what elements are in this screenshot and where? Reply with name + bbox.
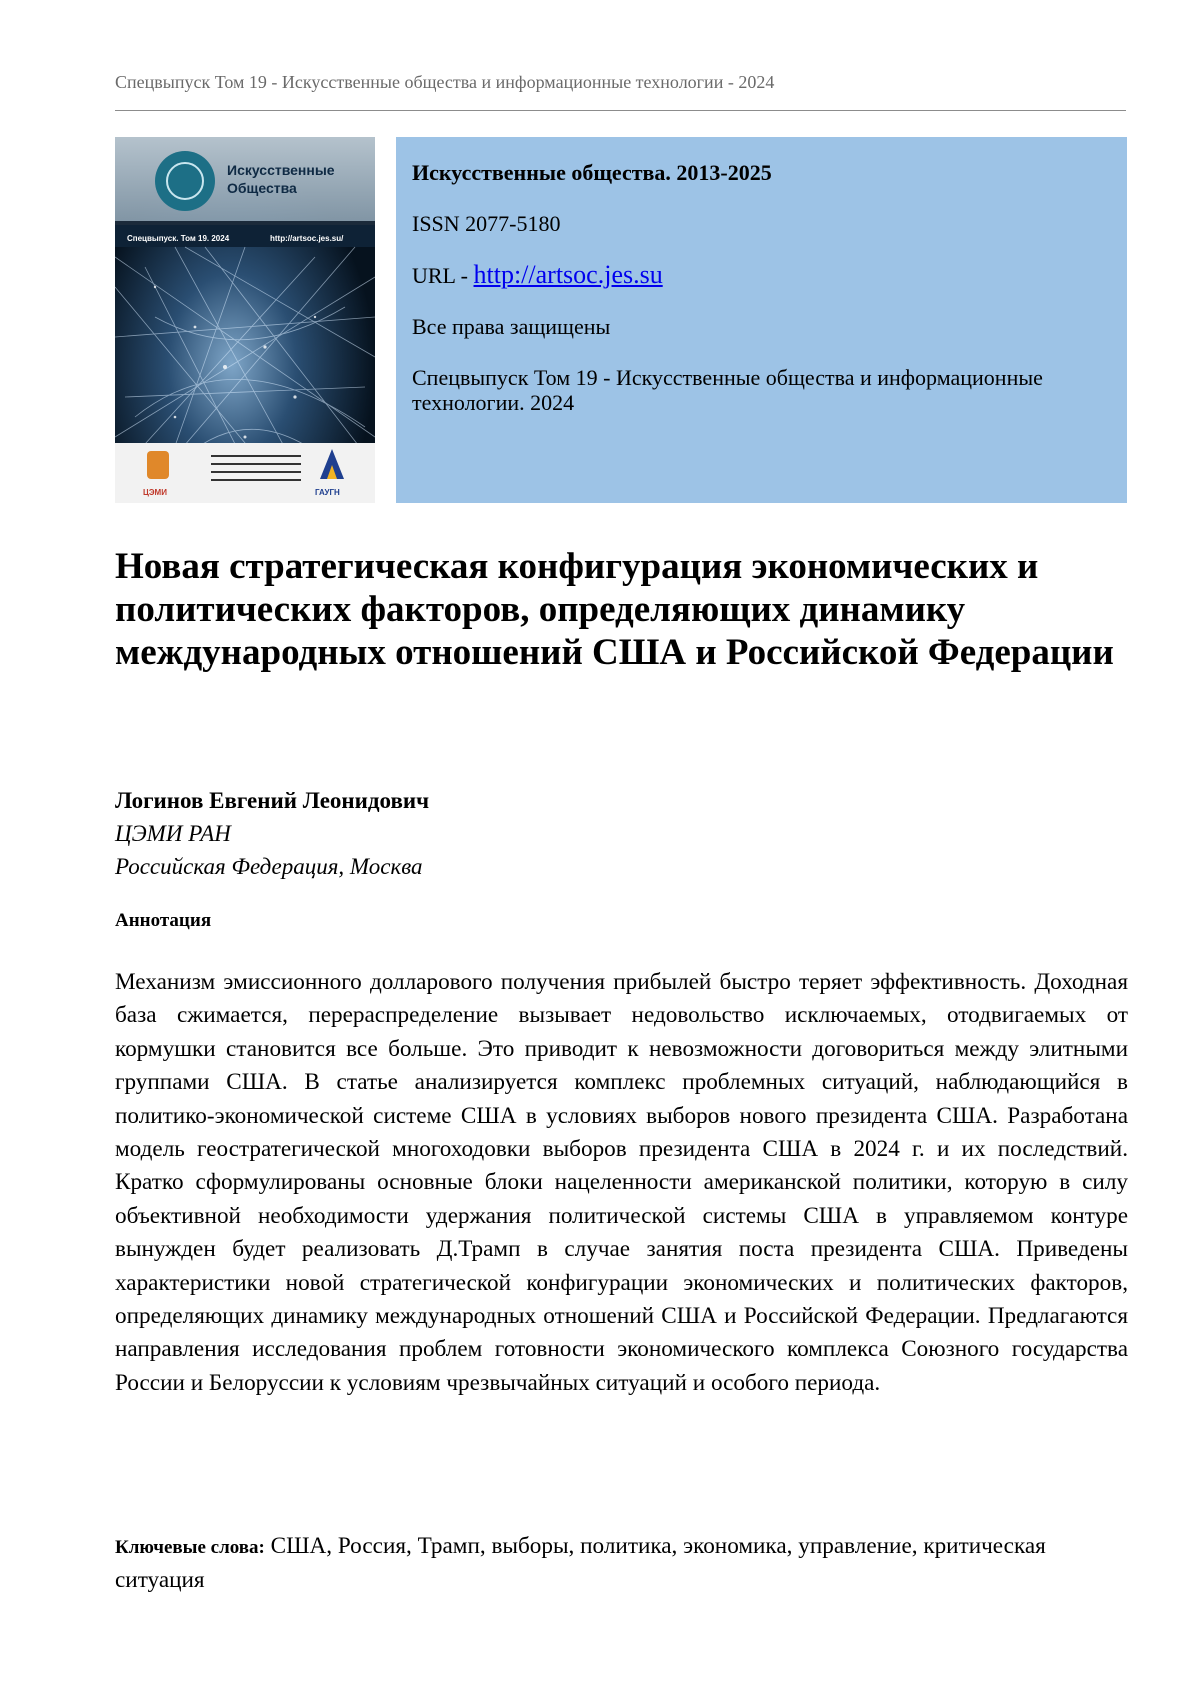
journal-info-box	[396, 137, 1127, 503]
article-title: Новая стратегическая конфигурация экономических и политических факторов, определяющих динамику международных отношений США и Российской Федерации	[115, 546, 1114, 673]
cover-site: http://artsoc.jes.su/	[270, 234, 344, 243]
abstract-text: Механизм эмиссионного долларового получения прибылей быстро теряет эффективность. Доходная база сжимается, перераспределение вызывает недовольство исключаемых, отодвигаемых от кормушки становится все больше. Это приводит к невозможности договориться между элитными группами США. В статье анализируется комплекс проблемных ситуаций, наблюдающийся в политико-экономической системе США в условиях выборов нового президента США. Разработана модель геостратегической многоходовки выборов президента США в 2024 г. и их последствий. Кратко сформулированы основные блоки нацеленности американской политики, которую в силу объективной необходимости удержания политической системы США в управляемом контуре вынужден будет реализовать Д.Трамп в случае занятия поста президента США. Приведены характеристики новой стратегической конфигурации экономических и политических факторов, определяющих динамику международных отношений США и Российской Федерации. Предлагаются направления исследования проблем готовности экономического комплекса Союзного государства России и Белоруссии к условиям чрезвычайных ситуаций и особого периода.	[115, 969, 1128, 1396]
author-affiliation: ЦЭМИ РАН	[115, 821, 231, 846]
author-block	[115, 784, 1115, 883]
url-prefix: URL -	[412, 263, 474, 288]
keywords	[115, 1530, 1128, 1598]
journal-url-line	[412, 262, 1111, 288]
issue-info: Спецвыпуск Том 19 - Искусственные общества и информационные технологии. 2024	[412, 365, 1043, 415]
keywords-list: США, Россия, Трамп, выборы, политика, экономика, управление, критическая ситуация	[115, 1533, 1046, 1594]
journal-cover-image	[115, 137, 375, 503]
rights-notice: Все права защищены	[412, 314, 611, 339]
cover-logo-right: ГАУГН	[315, 488, 340, 497]
journal-title: Искусственные общества. 2013-2025	[412, 160, 772, 185]
cover-journal-name-1: Искусственные	[227, 162, 335, 178]
keywords-label: Ключевые слова:	[115, 1537, 265, 1558]
abstract-heading: Аннотация	[115, 910, 212, 931]
cover-journal-name-2: Общества	[227, 180, 297, 196]
author-location: Российская Федерация, Москва	[115, 854, 423, 879]
journal-url-link[interactable]: http://artsoc.jes.su	[473, 260, 663, 289]
header-divider	[115, 110, 1126, 111]
cover-logo-left: ЦЭМИ	[143, 488, 167, 497]
issn: ISSN 2077-5180	[412, 211, 561, 236]
cover-issue-label: Спецвыпуск. Том 19. 2024	[127, 234, 230, 243]
running-header: Спецвыпуск Том 19 - Искусственные общества и информационные технологии - 2024	[115, 72, 775, 92]
author-name: Логинов Евгений Леонидович	[115, 788, 430, 813]
